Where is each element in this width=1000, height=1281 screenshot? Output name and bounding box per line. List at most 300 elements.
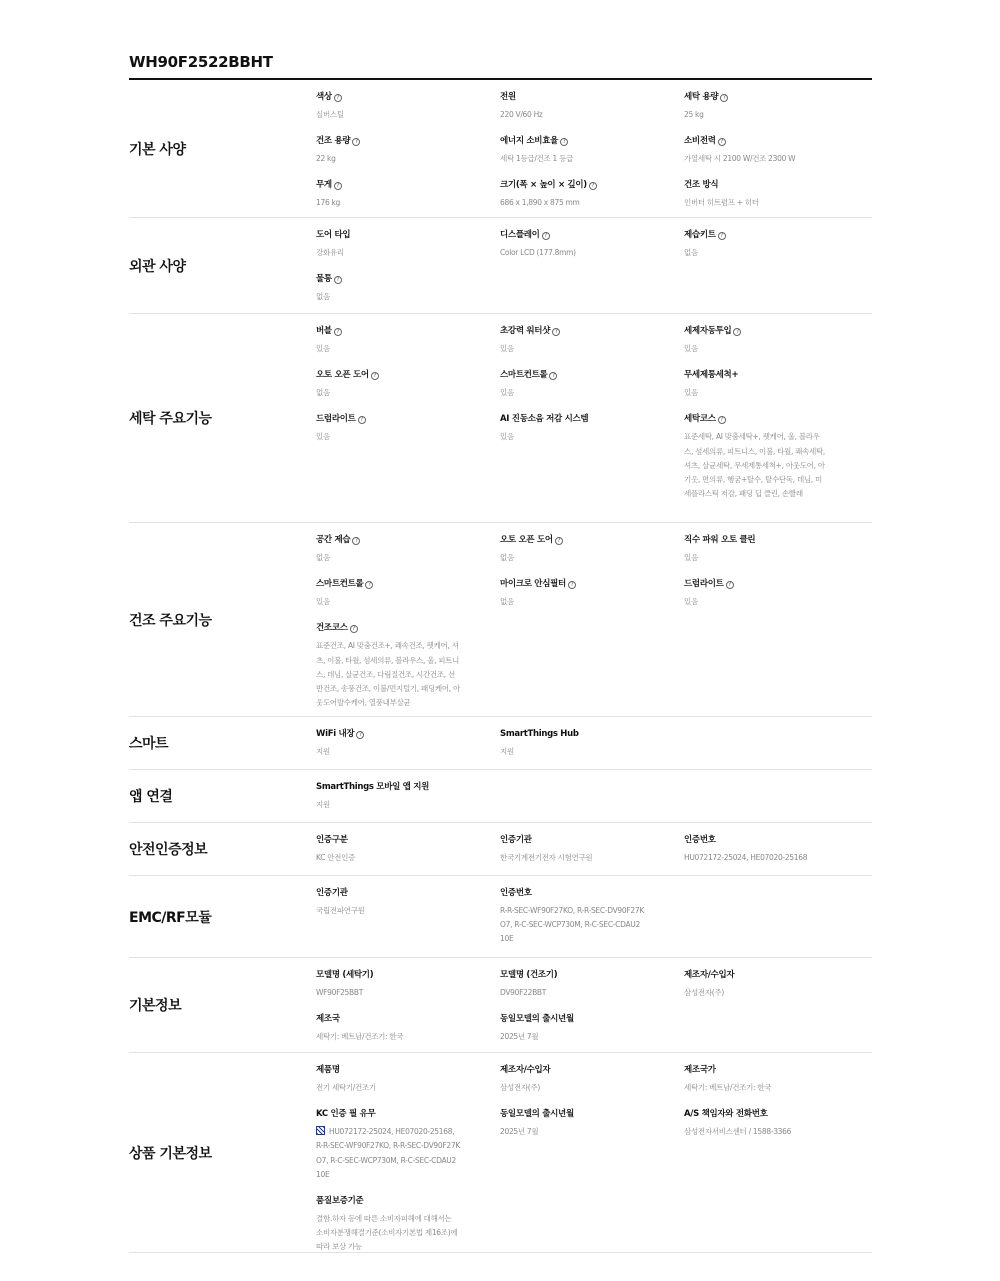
spec-label-text: 건조코스 [316,623,348,634]
spec-item [684,969,872,1013]
spec-label [500,325,684,337]
spec-value-box [684,595,872,609]
spec-item [316,622,500,723]
spec-value: Color LCD (177.8mm) [500,248,576,257]
spec-value: 지원 [316,800,330,809]
spec-label [316,413,500,425]
spec-section [129,876,872,958]
spec-sections [129,80,872,1253]
info-icon[interactable]: ? [733,328,741,336]
spec-value-box [316,595,500,609]
info-icon[interactable]: ? [352,537,360,545]
spec-item [316,1064,500,1108]
spec-label [500,91,684,103]
spec-value: 있음 [500,388,514,398]
spec-label-text: 드럼라이트 [684,579,724,590]
spec-label-text: 오토 오픈 도어 [500,535,553,545]
spec-item [500,728,684,772]
spec-value-box [316,851,500,865]
spec-label [684,834,872,846]
spec-item [316,728,500,772]
spec-item [684,534,872,578]
spec-item [500,834,684,878]
spec-label-text: 초강력 워터샷 [500,326,551,336]
spec-label [684,91,872,103]
spec-value-box [684,196,872,210]
spec-value: 2025년 7월 [500,1032,539,1042]
spec-value-box [684,1081,872,1095]
spec-value: 세탁 1등급/건조 1 등급 [500,154,573,164]
spec-value-box [500,108,684,122]
model-title: WH90F2522BBHT [129,53,273,71]
spec-label-text: A/S 책임자와 전화번호 [684,1109,768,1120]
spec-value-box [500,342,684,356]
info-icon[interactable]: ? [726,581,734,589]
info-icon[interactable]: ? [542,232,550,240]
spec-label [684,325,872,337]
spec-value-box [684,986,872,1000]
spec-label-text: SmartThings Hub [500,729,579,739]
spec-value: 없음 [500,553,514,562]
spec-value: 있음 [316,432,330,442]
spec-item [316,325,500,369]
spec-item [500,135,684,179]
spec-label [316,229,500,241]
spec-grid [316,523,872,723]
spec-value-box [316,1212,460,1255]
spec-value-box [316,1125,460,1182]
spec-label-text: 에너지 소비효율 [500,136,559,147]
spec-label-text: 버블 [316,326,332,336]
spec-value-box [316,745,500,759]
info-icon[interactable]: ? [568,581,576,589]
spec-label [500,135,684,147]
spec-value: 없음 [316,388,330,398]
spec-item [684,325,872,369]
spec-label-text: 동일모델의 출시년월 [500,1109,574,1120]
spec-item [316,369,500,413]
spec-grid [316,770,872,825]
spec-value: HU072172-25024, HE07020-25168, R-R-SEC-WF90F27KO, R-R-SEC-DV90F27KO7, R-C-SEC-WCP730M, R-C-SEC-CDAU210E [316,1127,460,1179]
spec-value: 한국기계전기전자 시험연구원 [500,853,593,862]
spec-label-text: 모델명 (세탁기) [316,970,374,980]
spec-label-text: 오토 오픈 도어 [316,370,369,381]
spec-value: 없음 [684,248,698,257]
info-icon[interactable]: ? [555,537,563,545]
spec-item [316,229,500,273]
spec-value-box [316,290,500,304]
spec-label-text: 무세제통세척+ [684,370,739,381]
spec-value: 25 kg [684,110,704,119]
spec-value-box [316,904,500,918]
spec-value-box [500,196,684,210]
spec-item [500,325,684,369]
spec-label-text: SmartThings 모바일 앱 지원 [316,782,430,792]
spec-item [684,229,872,273]
spec-value: HU072172-25024, HE07020-25168 [684,853,808,862]
spec-grid [316,218,872,317]
spec-value: 실버스틸 [316,110,344,119]
spec-label-text: 스마트컨트롤 [316,579,364,590]
spec-value: 인버터 히트펌프 + 히터 [684,198,759,208]
spec-value: WF90F25BBT [316,988,364,997]
spec-item [500,369,684,413]
info-icon[interactable]: ? [365,581,373,589]
spec-value-box [316,152,500,166]
spec-label-text: 무게 [316,180,332,191]
spec-section [129,823,872,876]
spec-value: 686 x 1,890 x 875 mm [500,198,580,208]
spec-label-text: 모델명 (건조기) [500,970,558,980]
spec-value-box [500,986,684,1000]
spec-label [684,969,872,981]
spec-label-text: 동일모델의 출시년월 [500,1014,574,1025]
spec-value: 강화유리 [316,248,344,257]
spec-label [500,1013,684,1025]
section-title: 외관 사양 [129,258,186,275]
spec-value: 있음 [684,553,698,562]
kc-mark-icon [316,1126,325,1135]
spec-label-text: 직수 파워 오토 클린 [684,535,756,545]
info-icon[interactable]: ? [334,94,342,102]
spec-value: 결함.하자 등에 따른 소비자피해에 대해서는 소비자분쟁해결기준(소비자기본법 제16조)에 따라 보상 가능 [316,1214,458,1252]
spec-value: KC 안전인증 [316,853,356,862]
spec-value: R-R-SEC-WF90F27KO, R-R-SEC-DV90F27KO7, R-C-SEC-WCP730M, R-C-SEC-CDAU210E [500,906,644,944]
spec-label [684,1108,872,1120]
spec-item [684,1064,872,1108]
spec-value-box [316,551,500,565]
spec-value-box [684,551,872,565]
spec-value: 2025년 7월 [500,1127,539,1137]
spec-item [500,229,684,273]
spec-value-box [500,1125,684,1139]
spec-item [316,413,500,514]
spec-label [316,91,500,103]
spec-label-text: 도어 타입 [316,230,351,240]
spec-grid [316,1053,872,1268]
spec-label [684,1064,872,1076]
info-icon[interactable]: ? [356,731,364,739]
spec-label [316,728,500,740]
info-icon[interactable]: ? [552,328,560,336]
info-icon[interactable]: ? [334,182,342,190]
spec-value: 없음 [316,553,330,562]
spec-label-text: 색상 [316,92,332,102]
spec-value-box [684,342,872,356]
section-title: 기본정보 [129,998,182,1014]
spec-item [316,91,500,135]
spec-label [316,135,500,147]
spec-label [316,622,500,634]
spec-label-text: 스마트컨트롤 [500,370,548,381]
spec-label-text: 크기(폭 × 높이 × 깊이) [500,180,587,191]
spec-label-text: 물통 [316,274,332,285]
spec-section [129,314,872,523]
spec-value: 삼성전자(주) [500,1083,540,1092]
spec-label-text: 건조 용량 [316,136,351,147]
spec-value: 지원 [500,747,514,756]
spec-value-box [684,430,828,501]
spec-value: 세탁기: 베트남/건조기: 한국 [316,1032,404,1042]
spec-label [316,1064,500,1076]
spec-value-box [316,639,460,710]
spec-value-box [500,386,684,400]
spec-value: 있음 [684,597,698,607]
spec-value: 국립전파연구원 [316,906,365,915]
spec-label-text: 인증구분 [316,835,348,845]
spec-value-box [500,1030,684,1044]
spec-value-box [500,1081,684,1095]
spec-value-box [316,386,500,400]
spec-value-box [500,904,644,947]
section-title: 안전인증정보 [129,842,208,858]
spec-label [684,534,872,546]
spec-grid [316,958,872,1057]
spec-label-text: 건조 방식 [684,180,719,191]
info-icon[interactable]: ? [350,625,358,633]
spec-value: 삼성전자서비스센터 / 1588-3366 [684,1127,792,1137]
spec-label-text: KC 인증 필 유무 [316,1109,376,1120]
spec-item [316,1108,500,1195]
spec-label [500,179,684,191]
spec-item [316,179,500,223]
spec-item [500,91,684,135]
spec-label-text: WiFi 내장 [316,729,355,739]
spec-item [684,91,872,135]
spec-item [500,1013,684,1057]
spec-value-box [316,108,500,122]
spec-value: 표준세탁, AI 맞춤세탁+, 펫케어, 울, 블라우스, 섬세의류, 피트니스, 이불, 타월, 쾌속세탁, 셔츠, 살균세탁, 무세제통세척+, 아웃도어, 아기옷, 면의류, 헹굼+탈수, 탈수단독, 데님, 미세플라스틱 저감, 패딩 딥 클린, 손빨래 [684,432,825,499]
spec-label [316,578,500,590]
spec-label-text: 전원 [500,92,516,102]
spec-value-box [500,551,684,565]
spec-value: 삼성전자(주) [684,988,724,997]
spec-label [684,413,872,425]
spec-label-text: 인증기관 [500,835,532,845]
spec-label [316,179,500,191]
spec-label-text: AI 진동소음 저감 시스템 [500,414,589,425]
spec-value-box [316,986,500,1000]
section-title: 건조 주요기능 [129,612,212,629]
spec-label [500,578,684,590]
spec-value: 있음 [316,344,330,353]
spec-item [500,578,684,622]
info-icon[interactable]: ? [334,328,342,336]
spec-label [316,781,500,793]
spec-item [316,887,500,960]
info-icon[interactable]: ? [718,138,726,146]
spec-label [316,1195,500,1207]
info-icon[interactable]: ? [718,416,726,424]
spec-value-box [684,152,872,166]
spec-item [500,1108,684,1195]
info-icon[interactable]: ? [334,276,342,284]
spec-value-box [684,1125,872,1139]
spec-label [500,1108,684,1120]
spec-label-text: 인증번호 [500,888,532,898]
spec-value: 표준건조, AI 맞춤건조+, 쾌속건조, 펫케어, 셔츠, 이불, 타월, 섬세의류, 블라우스, 울, 피트니스, 데님, 살균건조, 다림질건조, 시간건조, 선반건조, 송풍건조, 이불/먼지털기, 패딩케어, 아웃도어발수케어, 열풍내부살균 [316,641,460,708]
spec-label [316,1108,500,1120]
spec-item [316,578,500,622]
spec-value-box [316,1030,500,1044]
spec-section [129,717,872,770]
section-title: 상품 기본정보 [129,1145,212,1162]
info-icon[interactable]: ? [549,372,557,380]
spec-value: 220 V/60 Hz [500,110,543,119]
spec-value-box [316,246,500,260]
info-icon[interactable]: ? [560,138,568,146]
spec-section [129,958,872,1053]
spec-value-box [684,246,872,260]
spec-label [316,534,500,546]
spec-label [684,179,872,191]
spec-value-box [500,246,684,260]
spec-item [684,135,872,179]
spec-value-box [316,342,500,356]
section-title: 앱 연결 [129,789,173,805]
spec-value: 있음 [500,344,514,353]
spec-value-box [684,108,872,122]
spec-value-box [316,196,500,210]
spec-value-box [500,595,684,609]
spec-label-text: 세탁 용량 [684,92,719,102]
spec-item [684,179,872,223]
spec-item [316,969,500,1013]
spec-label-text: 제조자/수입자 [684,970,735,980]
spec-value: 있음 [684,344,698,353]
spec-item [500,887,684,960]
spec-item [684,369,872,413]
spec-section [129,1053,872,1253]
spec-label-text: 제조국가 [684,1065,716,1075]
spec-item [500,413,684,514]
spec-value-box [684,386,872,400]
section-title: 기본 사양 [129,141,186,158]
info-icon[interactable]: ? [718,232,726,240]
spec-value: DV90F22BBT [500,988,547,997]
spec-value: 있음 [500,432,514,442]
spec-value-box [500,152,684,166]
spec-section [129,218,872,314]
spec-value-box [500,851,684,865]
spec-item [684,413,872,514]
spec-item [316,1195,500,1268]
spec-section [129,770,872,823]
info-icon[interactable]: ? [589,182,597,190]
spec-label-text: 세탁코스 [684,414,716,425]
spec-value: 가열세탁 시 2100 W/건조 2300 W [684,154,796,164]
spec-value: 세탁기: 베트남/건조기: 한국 [684,1083,772,1092]
section-title: 스마트 [129,736,169,752]
spec-value-box [316,798,500,812]
spec-value-box [500,430,684,444]
spec-value: 지원 [316,747,330,756]
spec-label [500,534,684,546]
spec-label-text: 세제자동투입 [684,326,732,336]
spec-item [316,135,500,179]
spec-value-box [500,745,684,759]
spec-label [500,969,684,981]
spec-grid [316,717,872,772]
spec-label [684,229,872,241]
spec-label-text: 인증기관 [316,888,348,898]
spec-value: 176 kg [316,198,341,208]
spec-label [684,135,872,147]
section-title: EMC/RF모듈 [129,909,212,926]
spec-label [316,325,500,337]
spec-label [500,728,684,740]
spec-item [316,1013,500,1057]
spec-label [316,369,500,381]
spec-grid [316,823,872,878]
spec-item [684,578,872,622]
info-icon[interactable]: ? [371,372,379,380]
spec-item [316,834,500,878]
spec-item [684,834,872,878]
spec-grid [316,876,872,960]
spec-label [500,834,684,846]
info-icon[interactable]: ? [352,138,360,146]
spec-label [500,1064,684,1076]
spec-value: 있음 [684,388,698,398]
spec-label [316,1013,500,1025]
spec-label [316,273,500,285]
spec-value-box [316,1081,500,1095]
spec-item [500,179,684,223]
section-title: 세탁 주요기능 [129,411,212,427]
spec-label [316,969,500,981]
spec-item [500,969,684,1013]
spec-label-text: 소비전력 [684,136,716,147]
spec-label-text: 드럼라이트 [316,414,356,425]
spec-label-text: 공간 제습 [316,535,351,545]
spec-label-text: 제습키트 [684,230,716,240]
spec-label [500,369,684,381]
spec-value-box [316,430,500,444]
spec-value: 있음 [316,597,330,607]
spec-item [500,534,684,578]
spec-item [500,1064,684,1108]
spec-value: 전기 세탁기/건조기 [316,1083,376,1092]
spec-value: 없음 [316,292,330,302]
spec-label [316,887,500,899]
spec-grid [316,80,872,224]
info-icon[interactable]: ? [720,94,728,102]
spec-label [500,413,684,425]
spec-label-text: 제품명 [316,1065,340,1075]
spec-section [129,523,872,717]
spec-section [129,80,872,218]
spec-item [316,534,500,578]
spec-label [316,834,500,846]
spec-item [316,781,500,825]
spec-item [684,1108,872,1195]
spec-label [500,229,684,241]
spec-label [684,578,872,590]
spec-label-text: 디스플레이 [500,230,540,240]
spec-value: 22 kg [316,154,336,164]
info-icon[interactable]: ? [358,416,366,424]
spec-item [316,273,500,317]
spec-label-text: 마이크로 안심필터 [500,579,566,590]
spec-value-box [684,851,872,865]
spec-value: 없음 [500,597,514,607]
spec-label [684,369,872,381]
spec-grid [316,314,872,514]
spec-label-text: 품질보증기준 [316,1196,364,1207]
spec-label [500,887,684,899]
spec-label-text: 제조국 [316,1014,340,1025]
